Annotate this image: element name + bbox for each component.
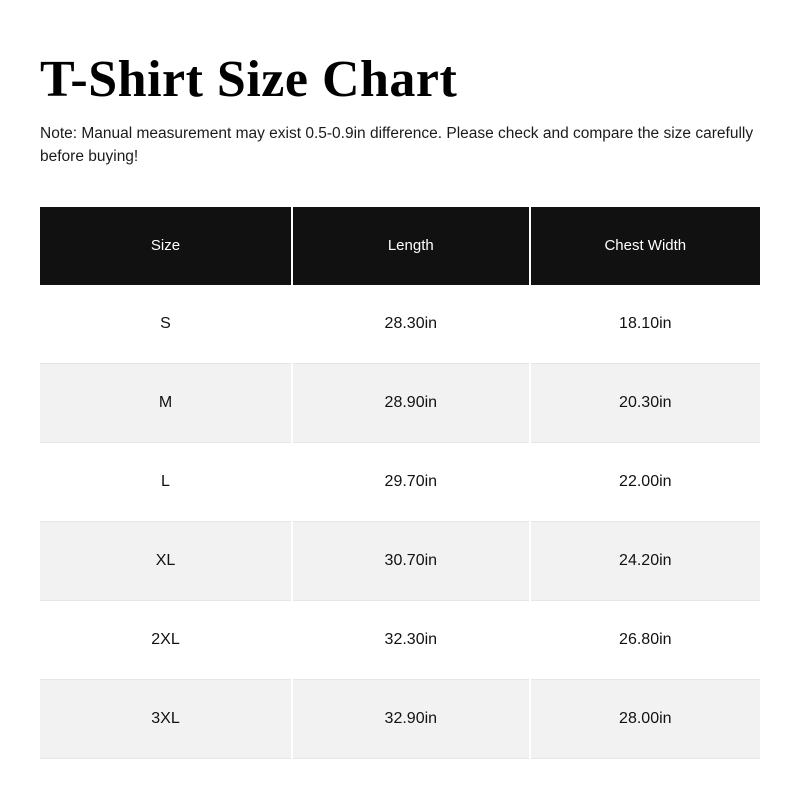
cell-size: M: [40, 363, 292, 442]
cell-chest-width: 20.30in: [530, 363, 760, 442]
column-header-size: Size: [40, 207, 292, 285]
cell-length: 30.70in: [292, 521, 530, 600]
cell-size: 3XL: [40, 679, 292, 758]
table-row: [40, 600, 760, 679]
measurement-note: Note: Manual measurement may exist 0.5-0.9in difference. Please check and compare the size carefully before buying!: [40, 125, 754, 166]
cell-length: 29.70in: [292, 442, 530, 521]
table-row: [40, 679, 760, 758]
cell-length: 28.30in: [292, 285, 530, 364]
column-header-length: Length: [292, 207, 530, 285]
cell-size: XL: [40, 521, 292, 600]
cell-length: 32.90in: [292, 679, 530, 758]
cell-size: S: [40, 285, 292, 364]
cell-chest-width: 18.10in: [530, 285, 760, 364]
cell-size: 2XL: [40, 600, 292, 679]
cell-chest-width: 22.00in: [530, 442, 760, 521]
table-row: [40, 363, 760, 442]
column-header-chest-width: Chest Width: [530, 207, 760, 285]
cell-chest-width: 24.20in: [530, 521, 760, 600]
cell-chest-width: 28.00in: [530, 679, 760, 758]
cell-chest-width: 26.80in: [530, 600, 760, 679]
table-row: [40, 442, 760, 521]
table-header-row: [40, 207, 760, 285]
cell-size: L: [40, 442, 292, 521]
table-header: [40, 207, 760, 285]
size-chart-table: [40, 207, 760, 759]
table-row: [40, 521, 760, 600]
table-row: [40, 285, 760, 364]
table-body: [40, 285, 760, 759]
cell-length: 32.30in: [292, 600, 530, 679]
cell-length: 28.90in: [292, 363, 530, 442]
page-title: T-Shirt Size Chart: [40, 51, 458, 108]
